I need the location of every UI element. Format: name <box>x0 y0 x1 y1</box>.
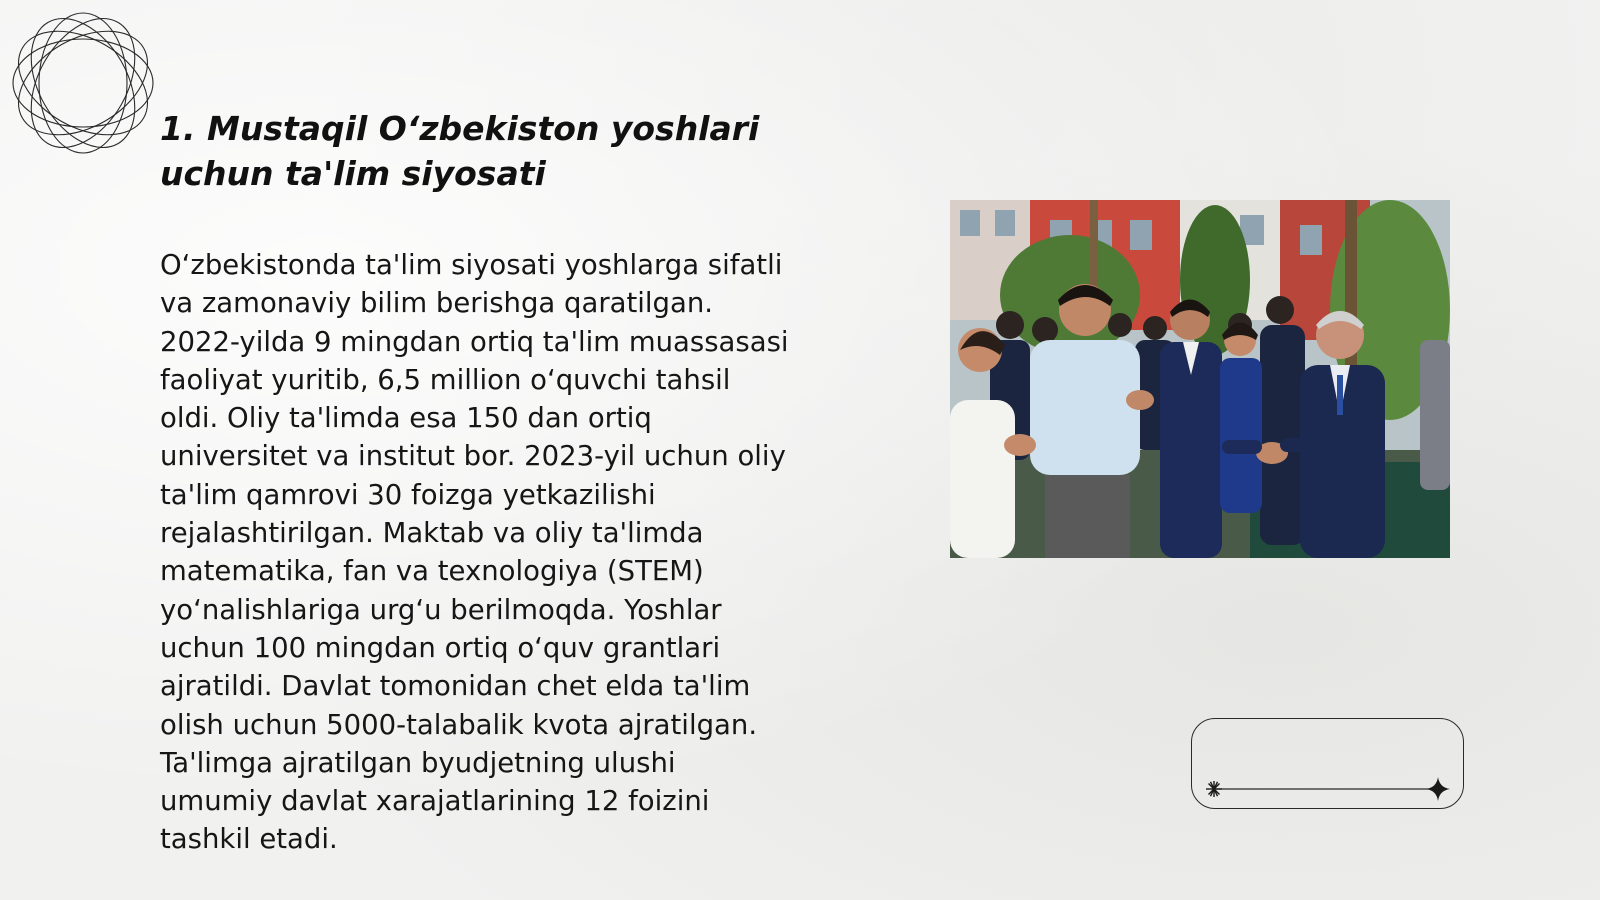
body-line: uchun 100 mingdan ortiq o‘quv grantlari <box>160 631 721 664</box>
decorative-pill-frame <box>1191 718 1464 809</box>
orbital-rings-icon <box>10 10 156 156</box>
body-line: olish uchun 5000-talabalik kvota ajratilgan. <box>160 708 758 741</box>
body-line: matematika, fan va texnologiya (STEM) <box>160 555 704 588</box>
body-line: ajratildi. Davlat tomonidan chet elda ta'lim <box>160 670 751 703</box>
body-line: yo‘nalishlariga urg‘u berilmoqda. Yoshlar <box>160 593 722 626</box>
body-line: ta'lim qamrovi 30 foizga yetkazilishi <box>160 478 656 511</box>
starburst-icon <box>1206 781 1222 797</box>
slide-title-line-1: 1. Mustaqil O‘zbekiston yoshlari <box>160 109 760 148</box>
sparkle-icon <box>1426 777 1450 801</box>
body-line: oldi. Oliy ta'limda esa 150 dan ortiq <box>160 402 652 435</box>
body-line: va zamonaviy bilim berishga qaratilgan. <box>160 287 714 320</box>
body-line: umumiy davlat xarajatlarining 12 foizini <box>160 785 710 818</box>
body-line: tashkil etadi. <box>160 823 338 856</box>
body-line: universitet va institut bor. 2023-yil uchun oliy <box>160 440 786 473</box>
slide-photo <box>950 200 1450 558</box>
photo-illustration <box>950 200 1450 558</box>
body-line: 2022-yilda 9 mingdan ortiq ta'lim muassasasi <box>160 325 789 358</box>
body-line: Ta'limga ajratilgan byudjetning ulushi <box>160 746 676 779</box>
body-line: faoliyat yuritib, 6,5 million o‘quvchi tahsil <box>160 363 731 396</box>
body-line: rejalashtirilgan. Maktab va oliy ta'limda <box>160 517 704 550</box>
body-line: O‘zbekistonda ta'lim siyosati yoshlarga sifatli <box>160 249 783 281</box>
slide-body-paragraph <box>160 246 850 859</box>
slide-title-line-2: uchun ta'lim siyosati <box>160 154 546 193</box>
slide-title <box>160 106 800 196</box>
